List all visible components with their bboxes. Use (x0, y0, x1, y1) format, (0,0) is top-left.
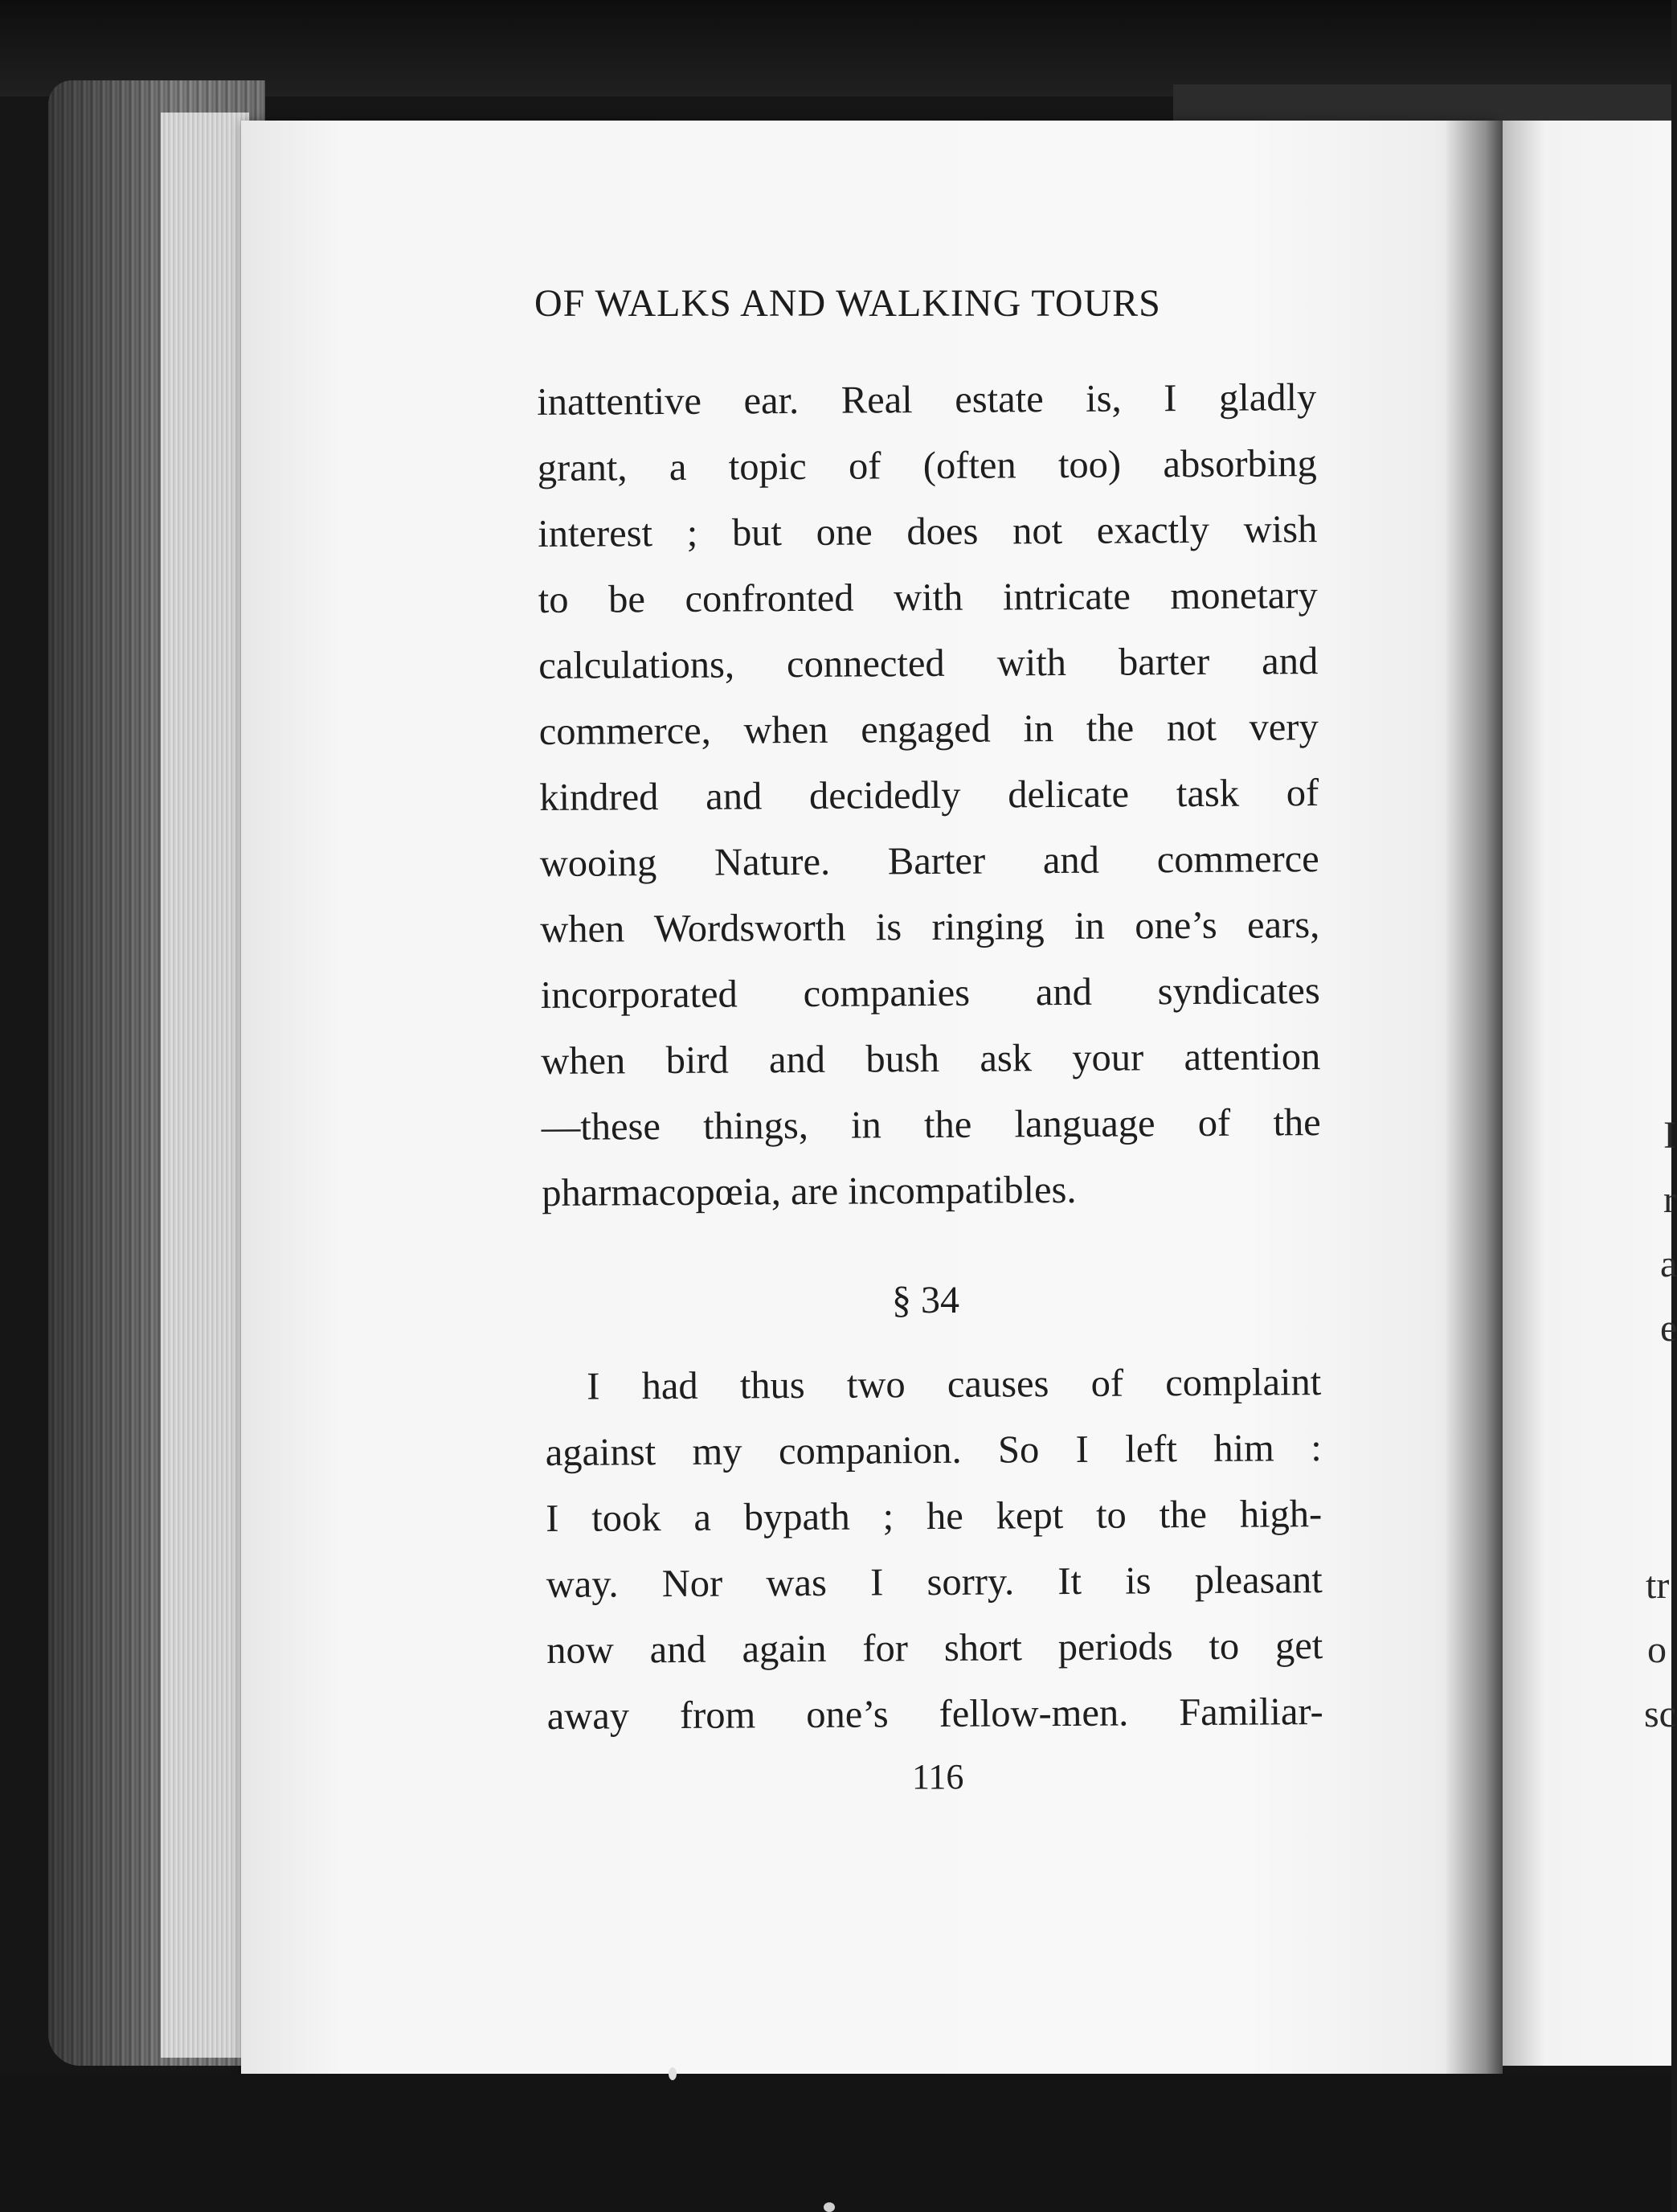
facing-page-fragment: r (1663, 1178, 1676, 1221)
text-line: I took a bypath ; he kept to the high- (546, 1493, 1323, 1540)
text-line: incorporated companies and syndicates (540, 969, 1320, 1017)
page-number: 116 (912, 1757, 964, 1796)
text-line: —these things, in the language of the (541, 1101, 1321, 1149)
running-head: OF WALKS AND WALKING TOURS (534, 282, 1161, 325)
facing-cover-edge (1173, 84, 1671, 121)
text-line: kindred and decidedly delicate task of (539, 772, 1319, 819)
paragraph-2 (545, 1350, 1323, 1750)
dust-fleck (669, 2067, 677, 2080)
dark-backdrop-bottom (0, 2074, 1671, 2212)
page-stack (161, 113, 249, 2058)
right-page (1503, 121, 1671, 2066)
text-line: grant, a topic of (often too) absorbing (537, 442, 1317, 490)
text-line: I had thus two causes of complaint (587, 1361, 1322, 1408)
facing-page-fragment: I (1663, 1114, 1676, 1157)
text-line: against my companion. So I left him : (545, 1427, 1322, 1474)
text-line: commerce, when engaged in the not very (538, 706, 1319, 753)
dust-fleck (824, 2202, 835, 2212)
text-line: inattentive ear. Real estate is, I gladly (537, 376, 1317, 424)
paragraph-1 (537, 365, 1321, 1227)
text-line: interest ; but one does not exactly wish (538, 508, 1318, 555)
facing-page-fragment: o (1647, 1628, 1667, 1671)
text-line: way. Nor was I sorry. It is pleasant (546, 1559, 1323, 1606)
text-line: now and again for short periods to get (546, 1624, 1323, 1672)
facing-page-fragment: a (1660, 1243, 1677, 1285)
facing-page-fragment: sc (1644, 1693, 1676, 1735)
text-line: when bird and bush ask your attention (541, 1035, 1321, 1083)
text-line: when Wordsworth is ringing in one’s ears, (540, 903, 1320, 951)
book-gutter (1446, 121, 1503, 2090)
text-line: calculations, connected with barter and (538, 640, 1319, 687)
section-heading: § 34 (892, 1279, 959, 1321)
text-line: to be confronted with intricate monetary (538, 574, 1318, 621)
text-line: pharmacopœia, are incompatibles. (542, 1168, 1077, 1215)
text-line: wooing Nature. Barter and commerce (539, 838, 1319, 885)
text-line: away from one’s fellow-men. Familiar- (546, 1690, 1323, 1738)
facing-page-fragment: e (1660, 1307, 1677, 1350)
facing-page-fragment: tr (1646, 1564, 1670, 1607)
